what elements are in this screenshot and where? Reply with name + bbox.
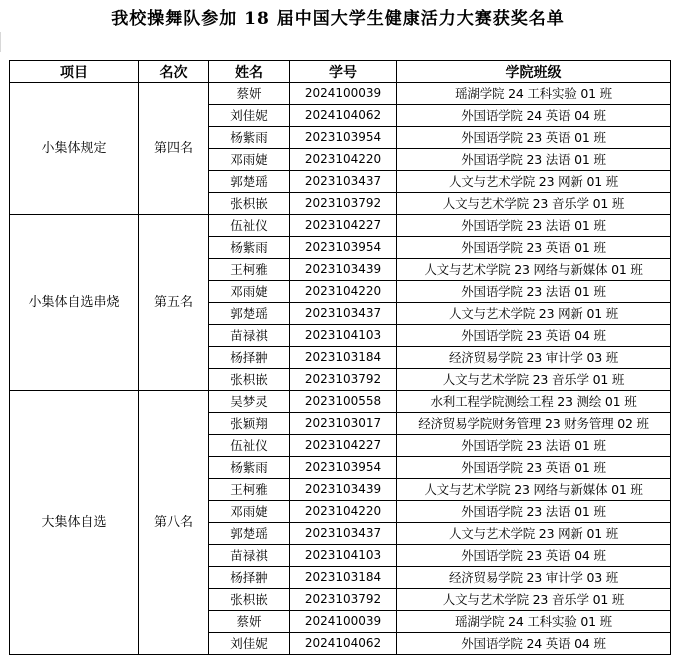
student-name-cell: 蔡妍 [209, 83, 290, 105]
student-id-cell: 2023103437 [290, 523, 397, 545]
college-class-cell: 外国语学院 23 法语 01 班 [397, 149, 671, 171]
student-id-cell: 2023104227 [290, 215, 397, 237]
college-class-cell: 外国语学院 23 法语 01 班 [397, 501, 671, 523]
student-name-cell: 吴梦灵 [209, 391, 290, 413]
award-table [9, 60, 671, 655]
student-name-cell: 张颖翔 [209, 413, 290, 435]
student-id-cell: 2024104062 [290, 633, 397, 655]
student-id-cell: 2023104103 [290, 325, 397, 347]
table-header-row [10, 61, 671, 83]
student-name-cell: 苗禄祺 [209, 545, 290, 567]
student-id-cell: 2023104103 [290, 545, 397, 567]
student-id-cell: 2023104227 [290, 435, 397, 457]
college-class-cell: 外国语学院 23 英语 01 班 [397, 237, 671, 259]
student-name-cell: 王柯雅 [209, 479, 290, 501]
student-name-cell: 苗禄祺 [209, 325, 290, 347]
college-class-cell: 人文与艺术学院 23 网新 01 班 [397, 523, 671, 545]
header-college-class: 学院班级 [397, 61, 671, 83]
header-event: 项目 [10, 61, 139, 83]
student-name-cell: 蔡妍 [209, 611, 290, 633]
college-class-cell: 外国语学院 23 英语 04 班 [397, 545, 671, 567]
event-cell: 小集体规定 [10, 83, 139, 215]
student-name-cell: 杨紫雨 [209, 127, 290, 149]
college-class-cell: 人文与艺术学院 23 网络与新媒体 01 班 [397, 479, 671, 501]
document-title: 我校操舞队参加 18 届中国大学生健康活力大赛获奖名单 [111, 9, 565, 29]
header-student-id: 学号 [290, 61, 397, 83]
college-class-cell: 经济贸易学院 23 审计学 03 班 [397, 567, 671, 589]
table-row [10, 83, 671, 105]
student-name-cell: 郭楚瑶 [209, 523, 290, 545]
student-name-cell: 邓雨婕 [209, 281, 290, 303]
student-id-cell: 2023103184 [290, 347, 397, 369]
page-edge-mark [0, 32, 4, 52]
header-name: 姓名 [209, 61, 290, 83]
college-class-cell: 瑶湖学院 24 工科实验 01 班 [397, 611, 671, 633]
student-id-cell: 2023103439 [290, 259, 397, 281]
college-class-cell: 人文与艺术学院 23 网络与新媒体 01 班 [397, 259, 671, 281]
student-id-cell: 2023103184 [290, 567, 397, 589]
table-body [10, 83, 671, 655]
college-class-cell: 人文与艺术学院 23 音乐学 01 班 [397, 193, 671, 215]
student-id-cell: 2023103954 [290, 457, 397, 479]
college-class-cell: 经济贸易学院 23 审计学 03 班 [397, 347, 671, 369]
college-class-cell: 人文与艺术学院 23 音乐学 01 班 [397, 589, 671, 611]
college-class-cell: 外国语学院 24 英语 04 班 [397, 105, 671, 127]
student-name-cell: 伍祉仪 [209, 215, 290, 237]
student-id-cell: 2023103792 [290, 193, 397, 215]
student-name-cell: 邓雨婕 [209, 501, 290, 523]
college-class-cell: 瑶湖学院 24 工科实验 01 班 [397, 83, 671, 105]
student-id-cell: 2023103437 [290, 303, 397, 325]
student-id-cell: 2023103792 [290, 589, 397, 611]
student-name-cell: 张枳嵌 [209, 589, 290, 611]
college-class-cell: 外国语学院 23 英语 01 班 [397, 457, 671, 479]
student-id-cell: 2024100039 [290, 611, 397, 633]
student-id-cell: 2023103017 [290, 413, 397, 435]
college-class-cell: 人文与艺术学院 23 网新 01 班 [397, 303, 671, 325]
student-name-cell: 刘佳妮 [209, 633, 290, 655]
college-class-cell: 外国语学院 23 法语 01 班 [397, 435, 671, 457]
student-name-cell: 邓雨婕 [209, 149, 290, 171]
student-name-cell: 杨紫雨 [209, 237, 290, 259]
student-name-cell: 伍祉仪 [209, 435, 290, 457]
student-id-cell: 2023103792 [290, 369, 397, 391]
student-id-cell: 2023100558 [290, 391, 397, 413]
student-name-cell: 杨紫雨 [209, 457, 290, 479]
college-class-cell: 外国语学院 23 法语 01 班 [397, 281, 671, 303]
college-class-cell: 外国语学院 24 英语 04 班 [397, 633, 671, 655]
student-id-cell: 2023103954 [290, 237, 397, 259]
event-cell: 小集体自选串烧 [10, 215, 139, 391]
student-id-cell: 2023104220 [290, 501, 397, 523]
student-name-cell: 郭楚瑶 [209, 171, 290, 193]
college-class-cell: 水利工程学院测绘工程 23 测绘 01 班 [397, 391, 671, 413]
student-name-cell: 张枳嵌 [209, 369, 290, 391]
student-id-cell: 2023104220 [290, 149, 397, 171]
header-rank: 名次 [139, 61, 209, 83]
table-row [10, 215, 671, 237]
college-class-cell: 人文与艺术学院 23 音乐学 01 班 [397, 369, 671, 391]
event-cell: 大集体自选 [10, 391, 139, 655]
student-id-cell: 2023104220 [290, 281, 397, 303]
college-class-cell: 人文与艺术学院 23 网新 01 班 [397, 171, 671, 193]
student-name-cell: 杨择翀 [209, 347, 290, 369]
student-id-cell: 2023103439 [290, 479, 397, 501]
student-id-cell: 2023103954 [290, 127, 397, 149]
rank-cell: 第四名 [139, 83, 209, 215]
student-name-cell: 张枳嵌 [209, 193, 290, 215]
student-name-cell: 王柯雅 [209, 259, 290, 281]
student-name-cell: 杨择翀 [209, 567, 290, 589]
student-name-cell: 郭楚瑶 [209, 303, 290, 325]
college-class-cell: 外国语学院 23 英语 01 班 [397, 127, 671, 149]
table-row [10, 391, 671, 413]
student-id-cell: 2024104062 [290, 105, 397, 127]
college-class-cell: 外国语学院 23 法语 01 班 [397, 215, 671, 237]
rank-cell: 第五名 [139, 215, 209, 391]
student-id-cell: 2023103437 [290, 171, 397, 193]
rank-cell: 第八名 [139, 391, 209, 655]
student-id-cell: 2024100039 [290, 83, 397, 105]
college-class-cell: 外国语学院 23 英语 04 班 [397, 325, 671, 347]
student-name-cell: 刘佳妮 [209, 105, 290, 127]
college-class-cell: 经济贸易学院财务管理 23 财务管理 02 班 [397, 413, 671, 435]
